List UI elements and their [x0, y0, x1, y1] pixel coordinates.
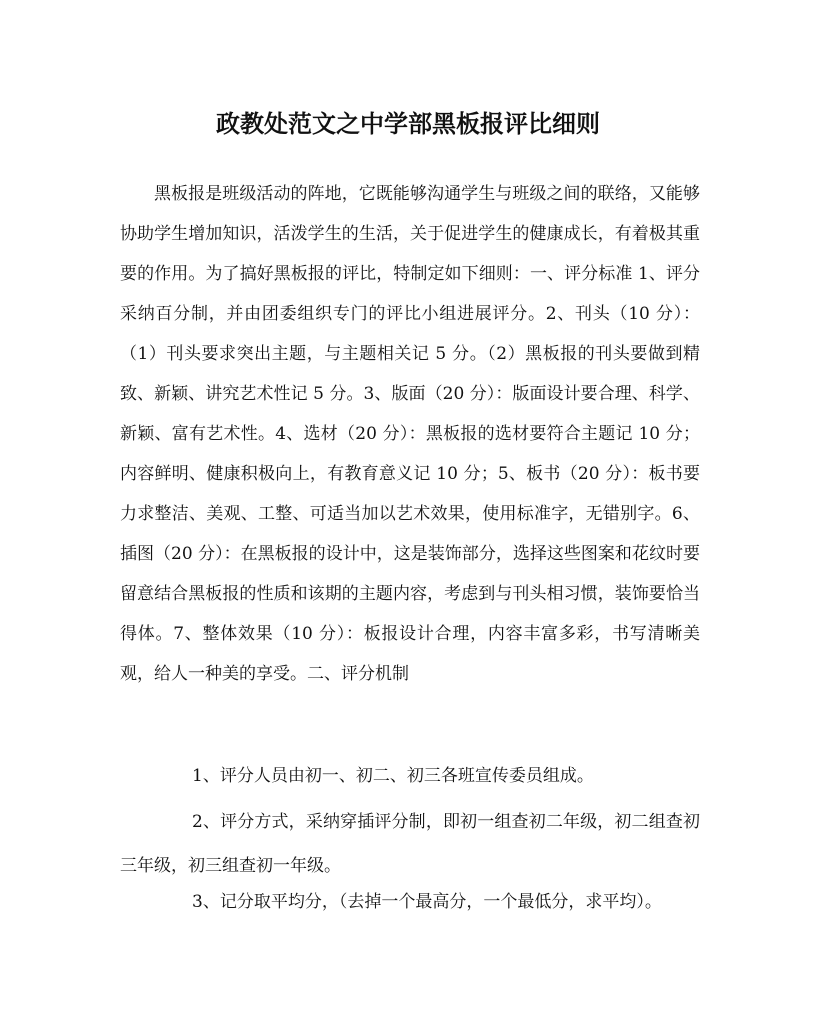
- scoring-item-2: 2、评分方式，采纳穿插评分制，即初一组查初二年级，初二组查初三年级，初三组查初一年级。: [120, 812, 700, 876]
- intro-paragraph: 黑板报是班级活动的阵地，它既能够沟通学生与班级之间的联络，又能够协助学生增加知识，活泼学生的生活，关于促进学生的健康成长，有着极其重要的作用。为了搞好黑板报的评比，特制定如下细则：一、评分标准 1、评分采纳百分制，并由团委组织专门的评比小组进展评分。2、刊头（10 分）：（1）刊头要求突出主题，与主题相关记 5 分。（2）黑板报的刊头要做到精致、新颖、讲究艺术性记 5 分。3、版面（20 分）：版面设计要合理、科学、新颖、富有艺术性。4、选材（20 分）：黑板报的选材要符合主题记 10 分；内容鲜明、健康积极向上，有教育意义记 10 分；5、板书（20 分）：板书要力求整洁、美观、工整、可适当加以艺术效果，使用标准字，无错别字。6、插图（20 分）：在黑板报的设计中，这是装饰部分，选择这些图案和花纹时要留意结合黑板报的性质和该期的主题内容，考虑到与刊头相习惯，装饰要恰当得体。7、整体效果（10 分）：板报设计合理，内容丰富多彩，书写清晰美观，给人一种美的享受。二、评分机制: [120, 184, 700, 684]
- scoring-item-1: 1、评分人员由初一、初二、初三各班宣传委员组成。: [192, 766, 594, 786]
- scoring-item-3: 3、记分取平均分，（去掉一个最高分，一个最低分，求平均）。: [192, 892, 662, 912]
- document-title: 政教处范文之中学部黑板报评比细则: [216, 109, 600, 138]
